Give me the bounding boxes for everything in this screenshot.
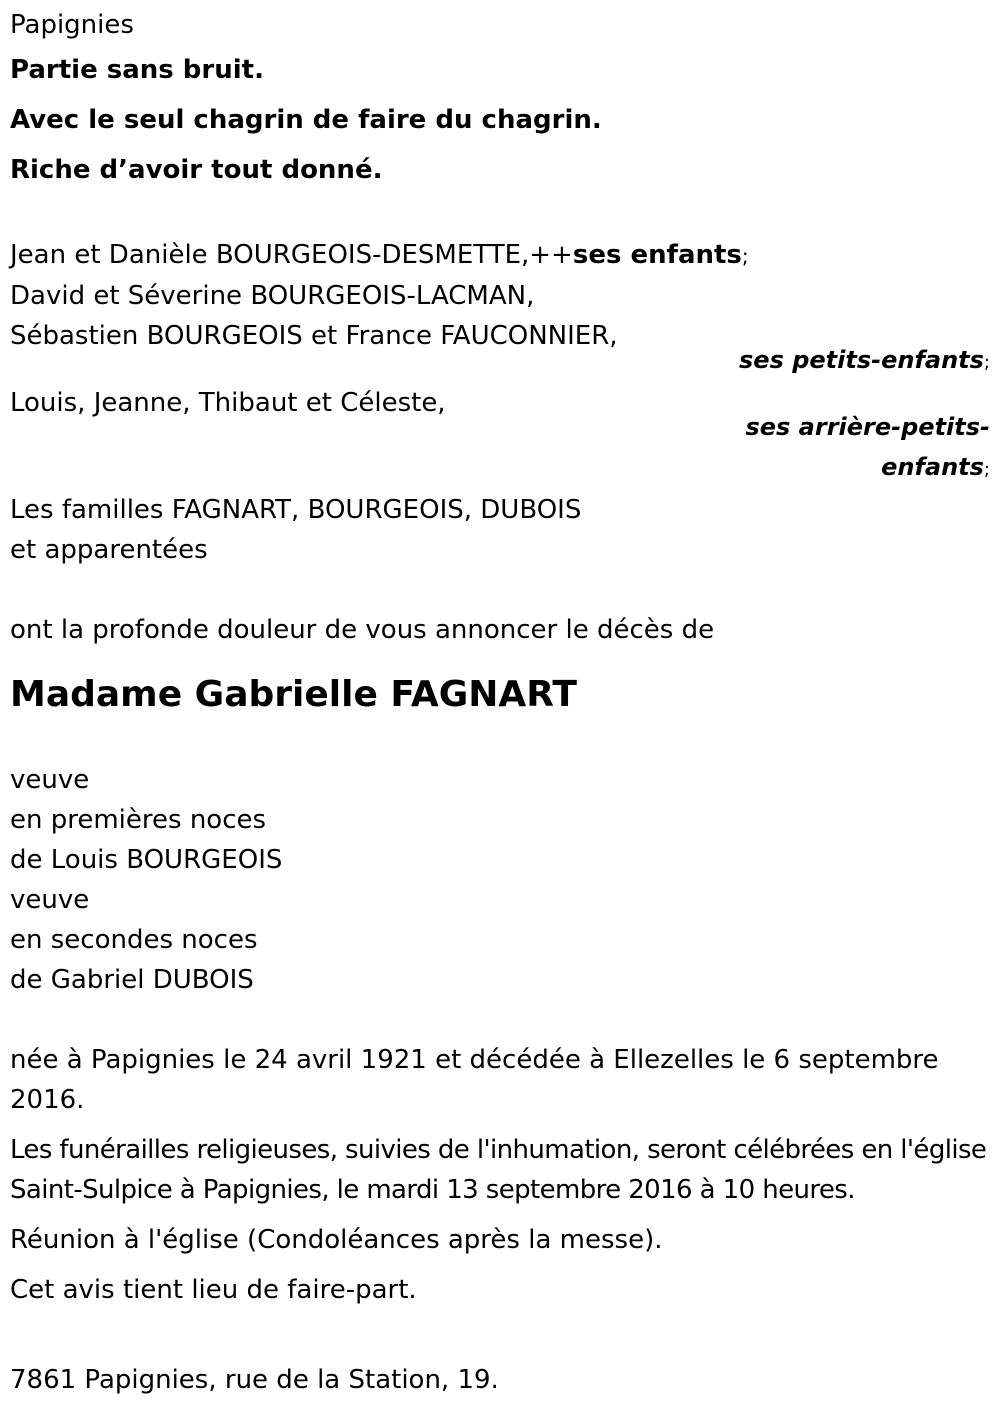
- motto-line-1: Partie sans bruit.: [10, 55, 264, 85]
- marital-status: [10, 760, 990, 1000]
- family-section: [10, 235, 990, 570]
- motto-line-2: Avec le seul chagrin de faire du chagrin.: [10, 105, 602, 135]
- children-role-suffix: ;: [741, 244, 749, 268]
- children-line: [10, 235, 990, 276]
- place-header: Papignies: [10, 10, 134, 40]
- great-grandchildren-role-2: enfants: [881, 453, 984, 481]
- grandchildren-role-text: ses petits-enfants: [739, 346, 984, 374]
- great-grandchildren-role-suffix: ;: [983, 459, 990, 480]
- deceased-name: Madame Gabrielle FAGNART: [10, 674, 577, 715]
- children-role: ses enfants: [572, 240, 742, 270]
- marital-line-1: veuve: [10, 765, 90, 795]
- marital-line-5: en secondes noces: [10, 925, 258, 955]
- marital-line-3: de Louis BOURGEOIS: [10, 845, 283, 875]
- marital-line-2: en premières noces: [10, 805, 267, 835]
- meeting-paragraph: Réunion à l'église (Condoléances après la messe).: [10, 1225, 663, 1255]
- families-line-2: et apparentées: [10, 535, 208, 565]
- great-grandchildren-line: Louis, Jeanne, Thibaut et Céleste,: [10, 388, 446, 418]
- birth-death-paragraph: née à Papignies le 24 avril 1921 et décédée à Ellezelles le 6 septembre 2016.: [10, 1045, 939, 1115]
- grandchildren-role-suffix: ;: [983, 352, 990, 373]
- grandchildren-line-2: Sébastien BOURGEOIS et France FAUCONNIER,: [10, 321, 618, 351]
- announcement: ont la profonde douleur de vous annoncer le décès de: [10, 615, 715, 645]
- address: 7861 Papignies, rue de la Station, 19.: [10, 1365, 499, 1395]
- motto-line-3: Riche d’avoir tout donné.: [10, 155, 383, 185]
- funeral-paragraph: Les funérailles religieuses, suivies de l'inhumation, seront célébrées en l'église Saint-Sulpice à Papignies, le mardi 13 septembre 2016 à 10 heures.: [10, 1135, 987, 1205]
- children-names: Jean et Danièle BOURGEOIS-DESMETTE,++: [10, 240, 573, 270]
- great-grandchildren-role-2-wrap: [10, 447, 990, 490]
- great-grandchildren-role-1: ses arrière-petits-: [745, 413, 990, 441]
- motto: [10, 45, 990, 195]
- grandchildren-line-1: David et Séverine BOURGEOIS-LACMAN,: [10, 281, 535, 311]
- families-line-1: Les familles FAGNART, BOURGEOIS, DUBOIS: [10, 495, 582, 525]
- marital-line-6: de Gabriel DUBOIS: [10, 965, 254, 995]
- notice-paragraph: Cet avis tient lieu de faire-part.: [10, 1275, 417, 1305]
- marital-line-4: veuve: [10, 885, 90, 915]
